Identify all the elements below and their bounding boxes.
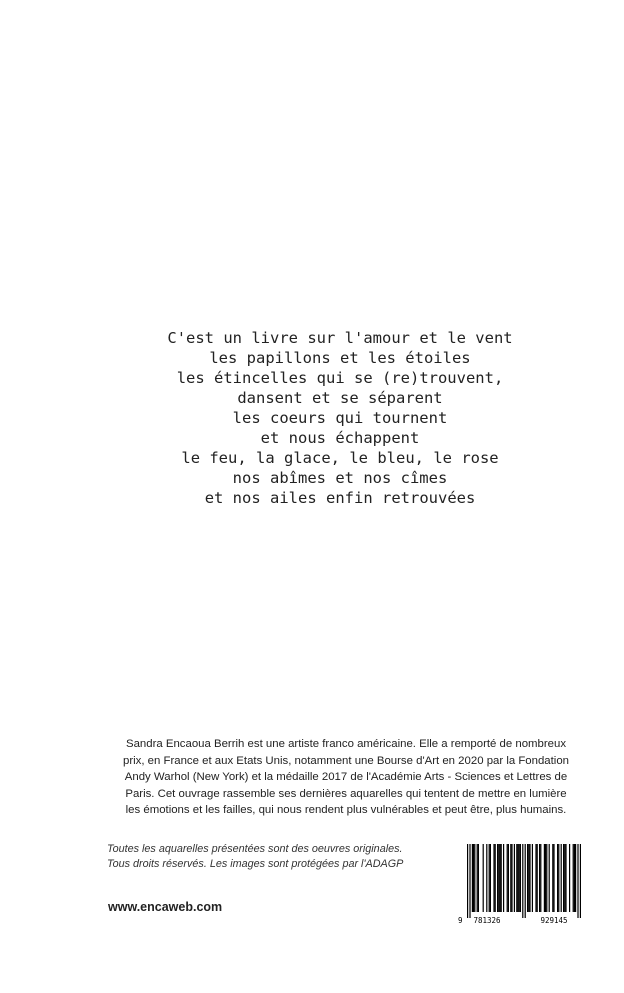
barcode-guard-bar (469, 844, 470, 918)
barcode-guard-bar (522, 844, 523, 918)
rights-notice (107, 842, 437, 872)
poem-line: dansent et se séparent (237, 389, 443, 407)
barcode-lead-digit: 9 (458, 916, 463, 925)
website-link[interactable]: www.encaweb.com (108, 900, 223, 914)
barcode-bar (574, 844, 575, 912)
barcode-bar (493, 844, 494, 912)
barcode-bar (507, 844, 508, 912)
barcode-bar (553, 844, 554, 912)
barcode-bar (532, 844, 533, 912)
barcode-guard-bar (580, 844, 581, 918)
barcode-bar (537, 844, 538, 912)
barcode-graphic (456, 842, 588, 926)
barcode-bar (549, 844, 550, 912)
barcode-bar (575, 844, 576, 912)
barcode-bar (486, 844, 487, 912)
barcode-bar (478, 844, 479, 912)
barcode-bar (564, 844, 565, 912)
barcode-bar (516, 844, 517, 912)
barcode-bar (563, 844, 564, 912)
barcode-guard-bar (467, 844, 468, 918)
barcode-bar (558, 844, 559, 912)
barcode-right-group: 929145 (540, 916, 568, 925)
author-bio (107, 736, 585, 819)
barcode-bar (557, 844, 558, 912)
barcode-bar (519, 844, 520, 912)
barcode-bar (499, 844, 500, 912)
barcode-bar (561, 844, 562, 912)
barcode-bar (514, 844, 515, 912)
barcode-bar (511, 844, 512, 912)
barcode-bar (527, 844, 528, 912)
barcode-bar (503, 844, 504, 912)
barcode-bar (573, 844, 574, 912)
barcode-bar (483, 844, 484, 912)
barcode-guard-bar (577, 844, 578, 918)
poem-line: le feu, la glace, le bleu, le rose (181, 449, 499, 467)
barcode-bar (501, 844, 502, 912)
bio-line: Paris. Cet ouvrage rassemble ses dernières aquarelles qui tentent de mettre en lumière (125, 787, 567, 800)
barcode-bar (517, 844, 518, 912)
bio-line: prix, en France et aux Etats Unis, notamment une Bourse d'Art en 2020 par la Fondation (122, 754, 570, 767)
barcode-bar (473, 844, 474, 912)
barcode-bar (508, 844, 509, 912)
barcode-bar (539, 844, 540, 912)
barcode-bar (520, 844, 521, 912)
barcode-bars (467, 844, 581, 918)
rights-line: Toutes les aquarelles présentées sont des oeuvres originales. (107, 843, 403, 855)
bio-line: Sandra Encaoua Berrih est une artiste franco américaine. Elle a remporté de nombreux (125, 738, 567, 750)
barcode-bar (529, 844, 530, 912)
barcode-bar (474, 844, 475, 912)
barcode-bar (497, 844, 498, 912)
rights-line: Tous droits réservés. Les images sont protégées par l'ADAGP (107, 858, 404, 870)
poem-line: C'est un livre sur l'amour et le vent (167, 329, 513, 347)
poem-line: nos abîmes et nos cîmes (232, 469, 448, 487)
barcode-bar (545, 844, 546, 912)
barcode-left-group: 781326 (473, 916, 501, 925)
isbn-barcode (456, 842, 588, 926)
bio-line: Andy Warhol (New York) et la médaille 2017 de l'Académie Arts - Sciences et Lettres de (124, 771, 568, 784)
barcode-bar (495, 844, 496, 912)
barcode-bar (510, 844, 511, 912)
barcode-bar (552, 844, 553, 912)
barcode-bar (498, 844, 499, 912)
barcode-bar (569, 844, 570, 912)
poem-line: les étincelles qui se (re)trouvent, (176, 369, 504, 387)
poem (0, 328, 624, 508)
bio-line: les émotions et les failles, qui nous rendent plus vulnérables et peut être, plus humains. (125, 804, 567, 817)
barcode-bar (546, 844, 547, 912)
barcode-bar (490, 844, 491, 912)
barcode-bar (540, 844, 541, 912)
barcode-bar (535, 844, 536, 912)
poem-line: les coeurs qui tournent (232, 409, 448, 427)
poem-line: et nos ailes enfin retrouvées (204, 489, 476, 507)
barcode-bar (565, 844, 566, 912)
poem-line: les papillons et les étoiles (209, 349, 471, 367)
barcode-bar (489, 844, 490, 912)
barcode-guard-bar (525, 844, 526, 918)
barcode-bar (544, 844, 545, 912)
barcode-bar (472, 844, 473, 912)
barcode-bar (477, 844, 478, 912)
barcode-bar (528, 844, 529, 912)
poem-line: et nous échappent (260, 429, 420, 447)
